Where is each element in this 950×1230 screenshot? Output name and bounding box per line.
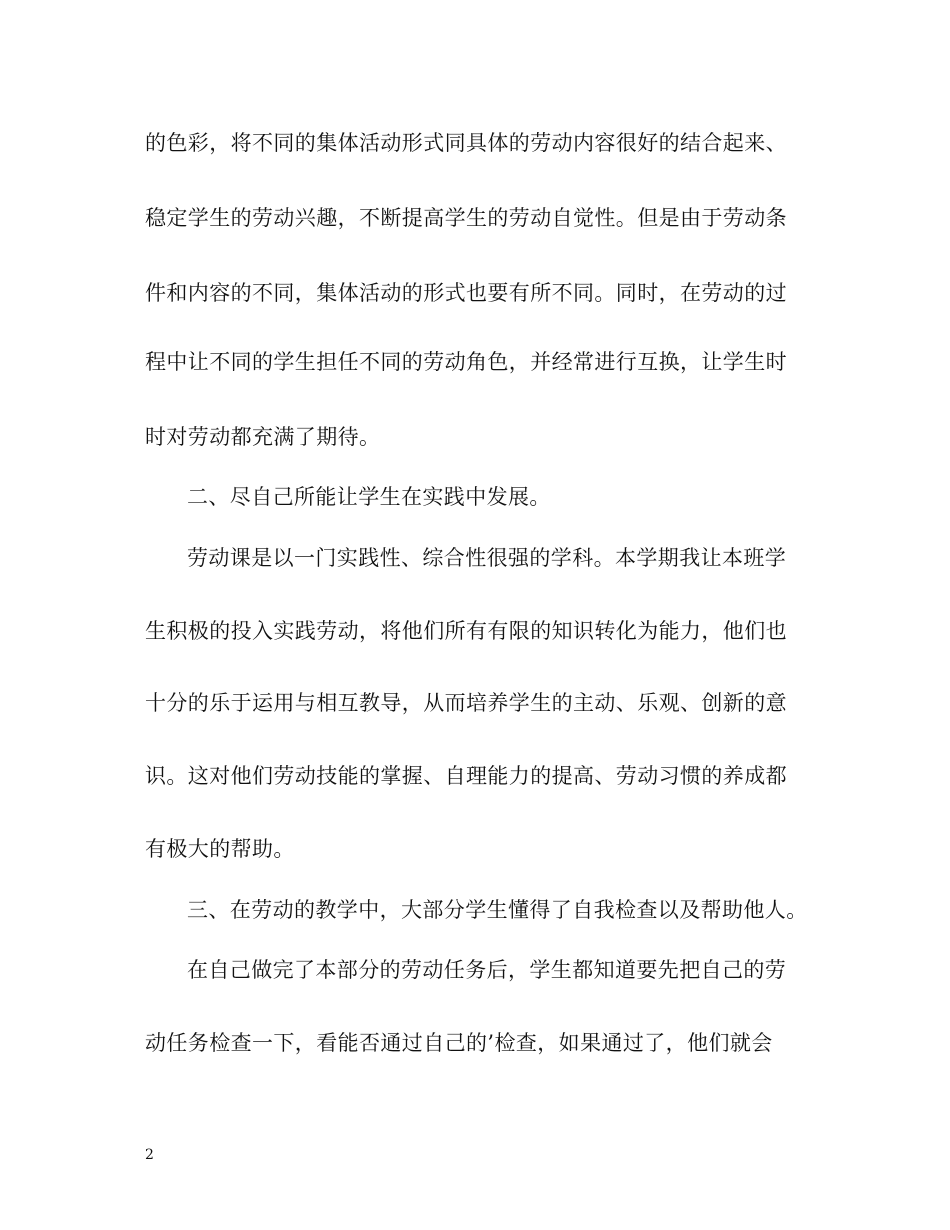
text-line: 件和内容的不同，集体活动的形式也要有所不同。同时，在劳动的过 [145, 281, 787, 305]
text-line: 十分的乐于运用与相互教导，从而培养学生的主动、乐观、创新的意 [145, 691, 787, 715]
text-line: 在自己做完了本部分的劳动任务后，学生都知道要先把自己的劳 [187, 958, 787, 982]
text-line: 劳动课是以一门实践性、综合性很强的学科。本学期我让本班学 [187, 546, 787, 570]
section-heading: 三、在劳动的教学中，大部分学生懂得了自我检查以及帮助他人。 [187, 898, 808, 922]
text-line: 时对劳动都充满了期待。 [145, 425, 381, 449]
text-line: 动任务检查一下，看能否通过自己的’检查，如果通过了，他们就会 [145, 1031, 773, 1055]
text-line: 有极大的帮助。 [145, 837, 295, 861]
page-number: 2 [145, 1147, 154, 1163]
text-line: 稳定学生的劳动兴趣，不断提高学生的劳动自觉性。但是由于劳动条 [145, 206, 787, 230]
section-heading: 二、尽自己所能让学生在实践中发展。 [187, 485, 551, 509]
text-line: 的色彩，将不同的集体活动形式同具体的劳动内容很好的结合起来、 [145, 131, 787, 155]
text-line: 程中让不同的学生担任不同的劳动角色，并经常进行互换，让学生时 [145, 350, 787, 374]
text-line: 生积极的投入实践劳动，将他们所有有限的知识转化为能力，他们也 [145, 619, 787, 643]
text-line: 识。这对他们劳动技能的掌握、自理能力的提高、劳动习惯的养成都 [145, 764, 787, 788]
